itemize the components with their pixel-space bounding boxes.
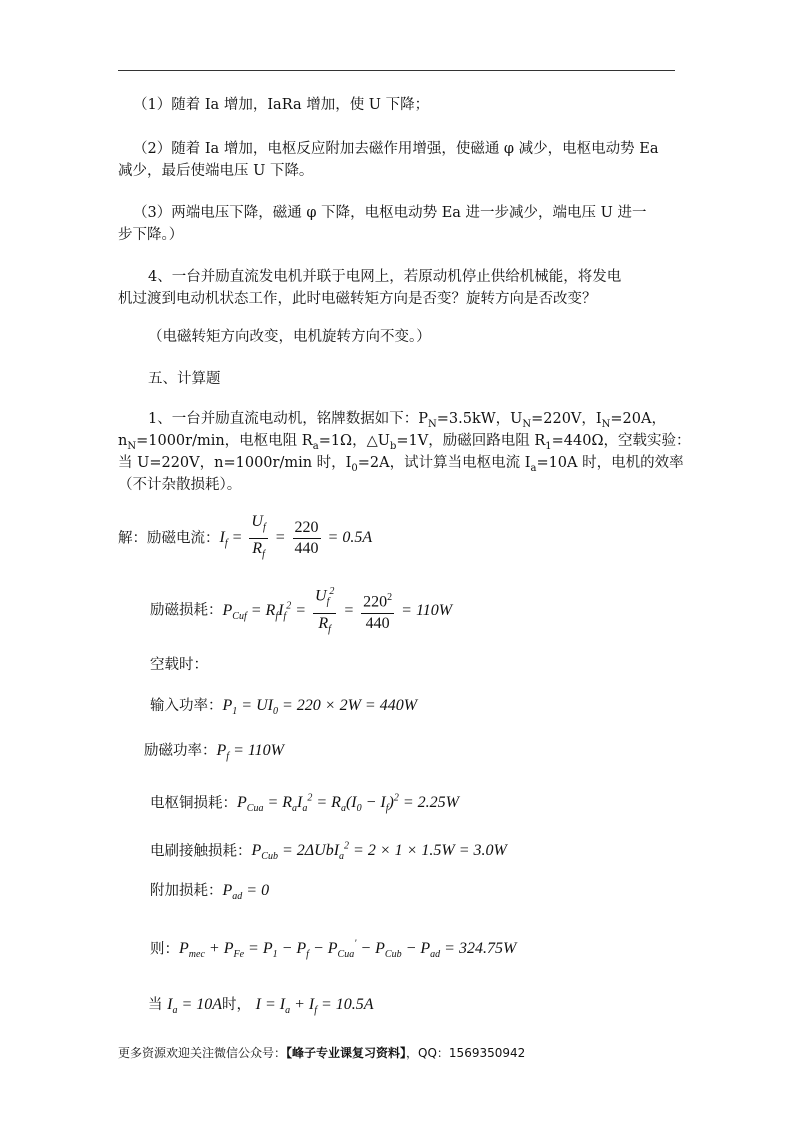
problem-line-1: 1、一台并励直流电动机，铭牌数据如下：$P_N=3.5kW$，$U_N=220V$，$I_N=20A$， xyxy=(148,411,666,430)
header-rule xyxy=(118,70,675,71)
no-load-label: 空载时： xyxy=(150,657,208,673)
eq-load-current: 当 $I_a = 10A$时， $I = I_a + I_f = 10.5A$ xyxy=(148,996,374,1017)
eq-excitation-loss: 励磁损耗：$P_{Cuf} = R_fI_f^2$ = $\frac{U_f^2}{R_f}$ = $\frac{220^2}{440}$ = 110W xyxy=(150,582,452,640)
eq-brush-contact-loss: 电刷接触损耗：$P_{Cub} = 2\Delta UbI_a^2 = 2 \times 1 \times 1.5W = 3.0W$ xyxy=(150,841,507,863)
eq-mech-iron-loss: 则：$P_{mec} + P_{Fe} = P_1 - P_f - P_{Cua}' - P_{Cub} - P_{ad} = 324.75W$ xyxy=(150,939,517,961)
answer-line-3a: （3）两端电压下降，磁通 φ 下降，电枢电动势 Ea 进一步减少，端电压 U 进一 xyxy=(133,205,647,221)
answer-line-2b: 减少，最后使端电压 U 下降。 xyxy=(118,163,314,179)
answer-line-2a: （2）随着 Ia 增加，电枢反应附加去磁作用增强，使磁通 φ 减少，电枢电动势 Ea xyxy=(133,141,659,157)
eq-input-power: 输入功率：$P_1 = UI_0 = 220 \times 2W = 440W$ xyxy=(150,697,418,718)
answer-line-1: （1）随着 Ia 增加，IaRa 增加，使 U 下降； xyxy=(133,97,430,113)
question-4-line-1: 4、一台并励直流发电机并联于电网上，若原动机停止供给机械能，将发电 xyxy=(148,269,622,285)
eq-stray-loss: 附加损耗：$P_{ad} = 0$ xyxy=(150,882,270,903)
question-4-line-2: 机过渡到电动机状态工作，此时电磁转矩方向是否变？旋转方向是否改变？ xyxy=(118,291,597,307)
eq-armature-copper-loss: 电枢铜损耗：$P_{Cua} = R_aI_a^2 = R_a(I_0 - I_f)^2 = 2.25W$ xyxy=(150,793,459,815)
answer-line-3b: 步下降。） xyxy=(118,227,184,243)
problem-line-2: $n_N=1000r/\min$，电枢电阻 $R_a=1\Omega$，$\triangle U_b=1V$，励磁回路电阻 $R_1=440\Omega$，空载实验： xyxy=(118,433,691,452)
problem-line-4: （不计杂散损耗）。 xyxy=(118,477,242,493)
answer-4: （电磁转矩方向改变，电机旋转方向不变。） xyxy=(148,329,431,345)
problem-line-3: 当 U=220V，n=1000r/min 时，$I_0=2A$，试计算当电枢电流 $I_a=10A$ 时，电机的效率 xyxy=(118,455,684,474)
eq-excitation-power: 励磁功率：$P_f = 110W$ xyxy=(144,742,284,763)
footer-promo: 更多资源欢迎关注微信公众号：【峰子专业课复习资料】，QQ：1569350942 xyxy=(118,1046,526,1060)
eq-excitation-current: 解：励磁电流：$I_f$ = $\frac{U_f}{R_f}$ = $\frac{220}{440}$ = 0.5A xyxy=(118,513,373,561)
section-heading: 五、计算题 xyxy=(148,371,221,387)
